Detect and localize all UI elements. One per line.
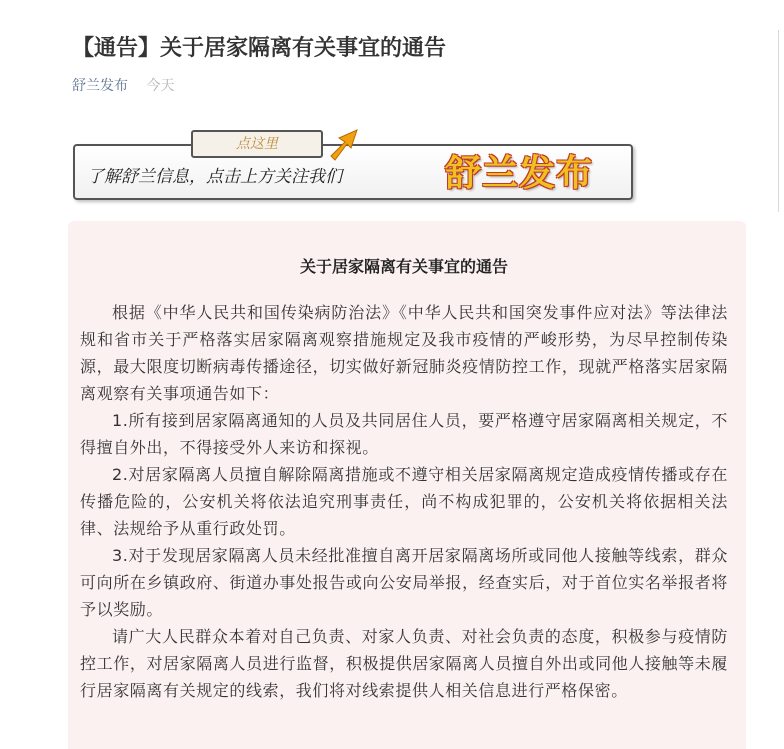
banner-brand-logo: 舒兰发布 [445,153,594,194]
article-date: 今天 [146,78,175,94]
scrollbar-track[interactable] [778,30,784,212]
notice-box [68,221,746,749]
banner-hint-text: 了解舒兰信息，点击上方关注我们 [87,167,342,187]
notice-paragraph-closing: 请广大人民群众本着对自己负责、对家人负责、对社会负责的态度，积极参与疫情防控工作，对居家隔离人员进行监督，积极提供居家隔离人员擅自外出或同他人接触等未履行居家隔离有关规定的线索，我们将对线索提供人相关信息进行严格保密。 [80,627,728,700]
banner-tag: 点这里 [191,130,323,158]
notice-paragraph-item-3: 3.对于发现居家隔离人员未经批准擅自离开居家隔离场所或同他人接触等线索，群众可向所在乡镇政府、街道办事处报告或向公安局举报，经查实后，对于首位实名举报者将予以奖励。 [80,546,728,619]
notice-paragraph-item-2: 2.对居家隔离人员擅自解除隔离措施或不遵守相关居家隔离规定造成疫情传播或存在传播危险的，公安机关将依法追究刑事责任，尚不构成犯罪的，公安机关将依据相关法律、法规给予从重行政处罚。 [80,465,728,538]
arrow-up-right-icon [325,126,361,162]
notice-heading: 关于居家隔离有关事宜的通告 [299,257,508,276]
article-title: 【通告】关于居家隔离有关事宜的通告 [72,36,447,61]
article-source-link[interactable]: 舒兰发布 [72,78,128,94]
notice-paragraph-item-1: 1.所有接到居家隔离通知的人员及共同居住人员，要严格遵守居家隔离相关规定，不得擅自外出，不得接受外人来访和探视。 [80,411,728,457]
article-meta [72,76,174,96]
notice-paragraph-intro: 根据《中华人民共和国传染病防治法》《中华人民共和国突发事件应对法》等法律法规和省市关于严格落实居家隔离观察措施规定及我市疫情的严峻形势，为尽早控制传染源，最大限度切断病毒传播途径，切实做好新冠肺炎疫情防控工作，现就严格落实居家隔离观察有关事项通告如下： [80,303,728,403]
follow-banner[interactable] [73,126,633,202]
